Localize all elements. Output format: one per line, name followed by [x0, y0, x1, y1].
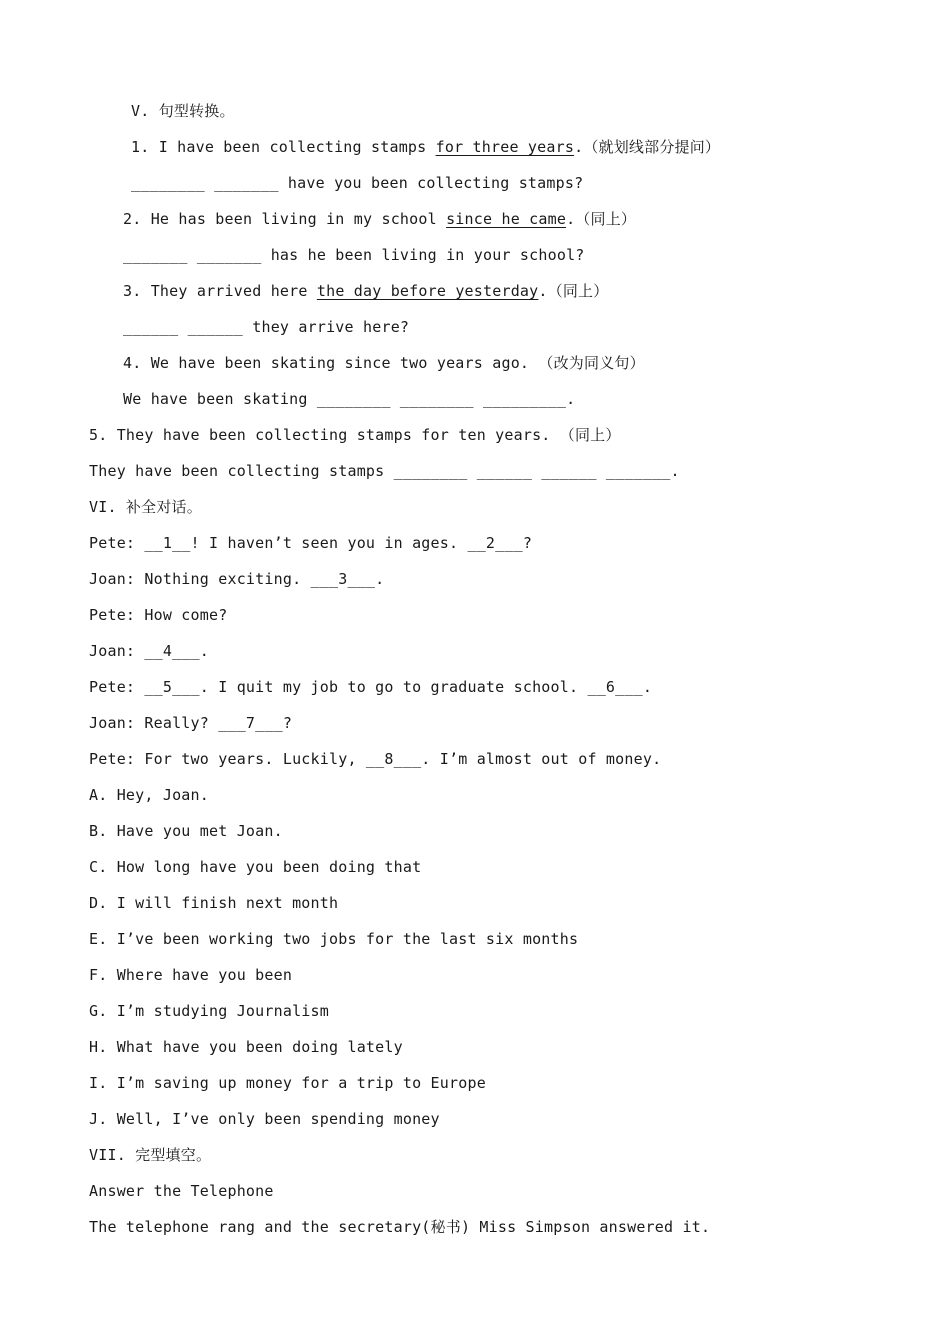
dialogue-line: Pete: __1__! I haven’t seen you in ages. __2___? [89, 534, 533, 552]
answer-3: ______ ______ they arrive here? [123, 318, 410, 336]
answer-5: They have been collecting stamps ________ ______ ______ _______. [89, 462, 680, 480]
option-item: D. I will finish next month [89, 894, 339, 912]
question-5-suffix: （同上） [559, 426, 621, 444]
option-item: I. I’m saving up money for a trip to Europe [89, 1074, 486, 1092]
answer-1: ________ _______ have you been collecting stamps? [131, 174, 584, 192]
question-4-suffix: （改为同义句） [538, 354, 645, 372]
question-1-suffix: .（就划线部分提问） [574, 138, 721, 156]
question-1 [131, 137, 720, 157]
section-7-heading: VII. 完型填空。 [89, 1146, 212, 1164]
dialogue-line: Joan: Nothing exciting. ___3___. [89, 570, 385, 588]
question-5 [89, 425, 621, 445]
question-3-underlined: the day before yesterday [316, 282, 539, 300]
option-item: F. Where have you been [89, 966, 293, 984]
option-item: J. Well, I’ve only been spending money [89, 1110, 440, 1128]
dialogue-line: Joan: __4___. [89, 642, 209, 660]
question-1-underlined: for three years [435, 138, 575, 156]
answer-4: We have been skating ________ ________ _________. [123, 390, 576, 408]
question-4 [123, 353, 645, 373]
passage-line: The telephone rang and the secretary(秘书) Miss Simpson answered it. [89, 1218, 711, 1236]
question-2-prefix: 2. He has been living in my school [123, 210, 447, 228]
section-5-heading: V. 句型转换。 [131, 102, 235, 120]
dialogue-line: Joan: Really? ___7___? [89, 714, 293, 732]
option-item: A. Hey, Joan. [89, 786, 209, 804]
section-6-heading: VI. 补全对话。 [89, 498, 202, 516]
option-item: C. How long have you been doing that [89, 858, 422, 876]
question-2-underlined: since he came [446, 210, 567, 228]
dialogue-line: Pete: __5___. I quit my job to go to graduate school. __6___. [89, 678, 653, 696]
dialogue-line: Pete: How come? [89, 606, 228, 624]
option-item: G. I’m studying Journalism [89, 1002, 329, 1020]
option-item: B. Have you met Joan. [89, 822, 283, 840]
answer-2: _______ _______ has he been living in your school? [123, 246, 585, 264]
question-3-suffix: .（同上） [538, 282, 609, 300]
question-1-prefix: 1. I have been collecting stamps [131, 138, 436, 156]
question-3 [123, 281, 608, 301]
question-2 [123, 209, 636, 229]
question-5-prefix: 5. They have been collecting stamps for ten years. [89, 426, 560, 444]
question-4-prefix: 4. We have been skating since two years ago. [123, 354, 539, 372]
passage-title: Answer the Telephone [89, 1182, 274, 1200]
question-2-suffix: .（同上） [566, 210, 637, 228]
option-item: E. I’ve been working two jobs for the last six months [89, 930, 579, 948]
option-item: H. What have you been doing lately [89, 1038, 403, 1056]
question-3-prefix: 3. They arrived here [123, 282, 317, 300]
dialogue-line: Pete: For two years. Luckily, __8___. I’m almost out of money. [89, 750, 662, 768]
